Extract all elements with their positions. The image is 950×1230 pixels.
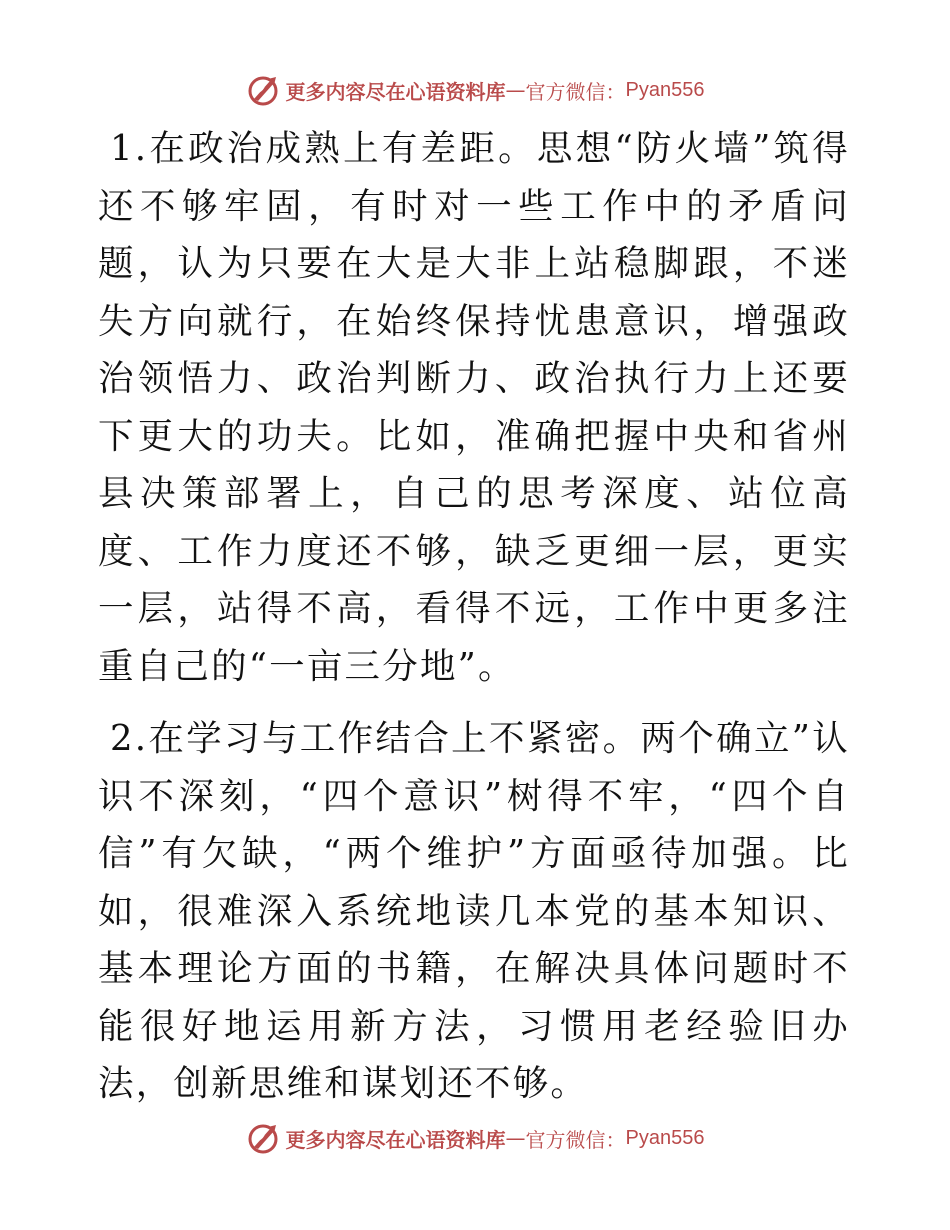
footer-watermark bbox=[0, 1118, 950, 1158]
feather-pen-logo-icon bbox=[246, 73, 280, 107]
watermark-promo-text: 更多内容尽在心语资料库 bbox=[285, 79, 506, 104]
watermark-wechat-id: Pyan556 bbox=[625, 1126, 705, 1149]
watermark-wechat-label: 官方微信： bbox=[525, 79, 626, 104]
watermark-separator: — bbox=[505, 78, 526, 102]
paragraph-study-work-integration: 2.在学习与工作结合上不紧密。两个确立”认识不深刻，“四个意识”树得不牢，“四个自信”有欠缺，“两个维护”方面亟待加强。比如，很难深入系统地读几本党的基本知识、基本理论方面的书籍，在解决具体问题时不能很好地运用新方法，习惯用老经验旧办法，创新思维和谋划还不够。 bbox=[98, 718, 850, 1104]
watermark-wechat-label: 官方微信： bbox=[525, 1127, 626, 1152]
document-body bbox=[98, 120, 850, 1113]
watermark-promo-text: 更多内容尽在心语资料库 bbox=[285, 1127, 506, 1152]
watermark-separator: — bbox=[505, 1126, 526, 1150]
feather-pen-logo-icon bbox=[246, 1121, 280, 1155]
header-watermark bbox=[0, 70, 950, 110]
watermark-wechat-id: Pyan556 bbox=[625, 78, 705, 101]
paragraph-political-maturity: 1.在政治成熟上有差距。思想“防火墙”筑得还不够牢固，有时对一些工作中的矛盾问题，认为只要在大是大非上站稳脚跟，不迷失方向就行，在始终保持忧患意识，增强政治领悟力、政治判断力、政治执行力上还要下更大的功夫。比如，准确把握中央和省州县决策部署上，自己的思考深度、站位高度、工作力度还不够，缺乏更细一层，更实一层，站得不高，看得不远，工作中更多注重自己的“一亩三分地”。 bbox=[98, 128, 850, 687]
